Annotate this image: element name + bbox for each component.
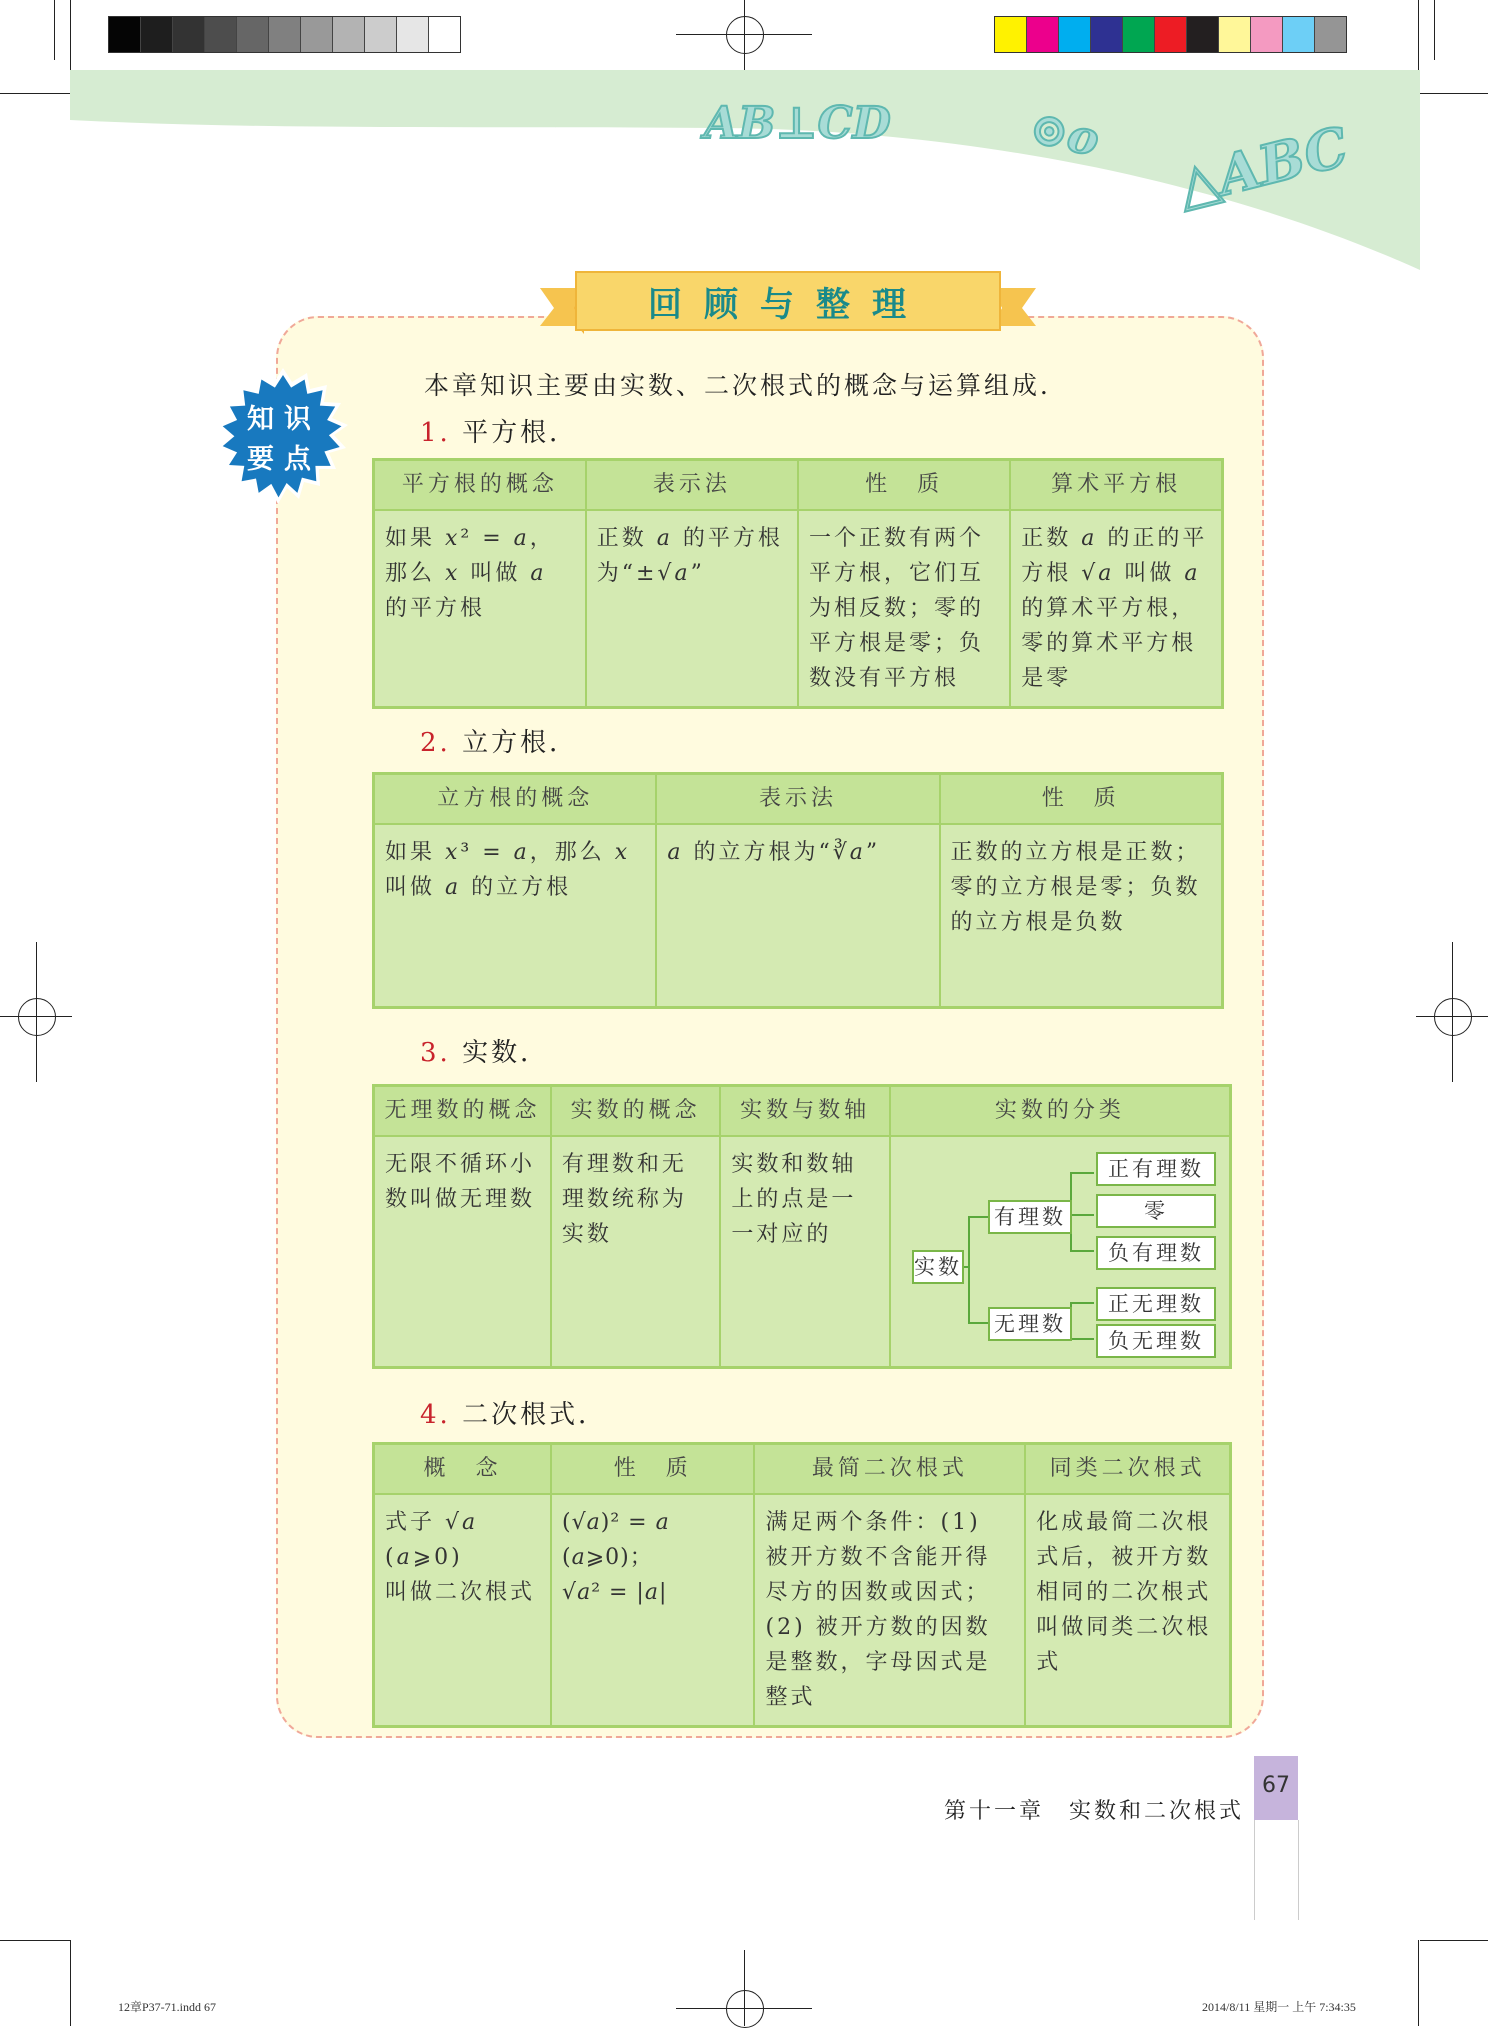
table-cell: 无限不循环小数叫做无理数: [374, 1136, 551, 1368]
cmyk-color-bar: [994, 16, 1347, 53]
table-cell: 正数 a 的平方根为“±√a”: [586, 510, 798, 708]
table-header: 表示法: [586, 460, 798, 510]
tree-node-positive-irrational: 正无理数: [1096, 1287, 1216, 1321]
table-header: 平方根的概念: [374, 460, 586, 510]
table-header: 性 质: [798, 460, 1010, 510]
section-number: 4.: [420, 1400, 451, 1430]
table-header: 立方根的概念: [374, 774, 657, 824]
tree-node-rational: 有理数: [988, 1200, 1072, 1234]
table-cell: 有理数和无理数统称为实数: [551, 1136, 720, 1368]
page-tab-rule: [1298, 1820, 1299, 1920]
page-title: 回顾与整理: [648, 284, 928, 325]
table-cell: 化成最简二次根式后，被开方数相同的二次根式叫做同类二次根式: [1025, 1494, 1230, 1727]
page-number: 67: [1254, 1756, 1298, 1820]
table-header: 同类二次根式: [1025, 1444, 1230, 1494]
table-header: 实数的概念: [551, 1086, 720, 1136]
tree-node-negative-irrational: 负无理数: [1096, 1324, 1216, 1358]
page-tab-rule: [1254, 1820, 1255, 1920]
grayscale-color-bar: [108, 16, 461, 53]
section-number: 1.: [420, 418, 451, 448]
table-cell: 正数的立方根是正数；零的立方根是零；负数的立方根是负数: [940, 824, 1223, 1008]
perpendicular-deco: AB⊥CD: [704, 98, 891, 149]
tree-node-real: 实数: [912, 1250, 964, 1284]
badge-line-2: 要点: [247, 444, 321, 475]
badge-line-1: 知识: [247, 404, 321, 435]
table-header: 实数与数轴: [720, 1086, 889, 1136]
table-cell: 实数和数轴上的点是一一对应的: [720, 1136, 889, 1368]
table-cell: (√a)² = a (a⩾0)； √a² = |a|: [551, 1494, 754, 1727]
tree-node-zero: 零: [1096, 1194, 1216, 1228]
slug-timestamp: 2014/8/11 星期一 上午 7:34:35: [1202, 2000, 1356, 2014]
table-header: 无理数的概念: [374, 1086, 551, 1136]
table-cell: 一个正数有两个平方根，它们互为相反数；零的平方根是零；负数没有平方根: [798, 510, 1010, 708]
intro-text: 本章知识主要由实数、二次根式的概念与运算组成．: [424, 371, 1069, 400]
section-title: 平方根．: [462, 418, 579, 448]
section-number: 3.: [420, 1038, 451, 1068]
table-header: 性 质: [940, 774, 1223, 824]
quadratic-radical-table: [372, 1442, 1232, 1728]
chapter-footer: 第十一章 实数和二次根式: [944, 1799, 1245, 1824]
table-cell: 如果 x² = a，那么 x 叫做 a 的平方根: [374, 510, 586, 708]
section-title: 二次根式．: [462, 1400, 608, 1430]
table-header: 最简二次根式: [754, 1444, 1025, 1494]
table-cell: a 的立方根为“∛a”: [656, 824, 939, 1008]
table-header: 算术平方根: [1010, 460, 1222, 510]
table-cell: 式子 √a (a⩾0) 叫做二次根式: [374, 1494, 552, 1727]
table-header: 概 念: [374, 1444, 552, 1494]
table-header: 表示法: [656, 774, 939, 824]
table-cell: 满足两个条件：(1) 被开方数不含能开得尽方的因数或因式；(2) 被开方数的因数是整数，字母因式是整式: [754, 1494, 1025, 1727]
table-header: 实数的分类: [890, 1086, 1231, 1136]
tree-node-positive-rational: 正有理数: [1096, 1152, 1216, 1186]
section-title: 立方根．: [462, 728, 579, 758]
triangle-deco: △ABC: [1170, 114, 1355, 218]
section-4-heading: [420, 1394, 607, 1431]
slug-file-info: 12章P37-71.indd 67: [118, 2000, 217, 2014]
circle-deco: ⊙o: [1025, 99, 1105, 167]
table-cell: 如果 x³ = a，那么 x 叫做 a 的立方根: [374, 824, 657, 1008]
section-1-heading: [420, 412, 578, 449]
section-2-heading: [420, 722, 578, 759]
section-3-heading: [420, 1032, 549, 1069]
section-title: 实数．: [462, 1038, 550, 1068]
section-number: 2.: [420, 728, 451, 758]
tree-node-irrational: 无理数: [988, 1307, 1072, 1341]
tree-node-negative-rational: 负有理数: [1096, 1236, 1216, 1270]
table-cell: 正数 a 的正的平方根 √a 叫做 a 的算术平方根，零的算术平方根是零: [1010, 510, 1222, 708]
badge-label: [236, 400, 332, 480]
cube-root-table: [372, 772, 1224, 1009]
table-header: 性 质: [551, 1444, 754, 1494]
square-root-table: [372, 458, 1224, 709]
